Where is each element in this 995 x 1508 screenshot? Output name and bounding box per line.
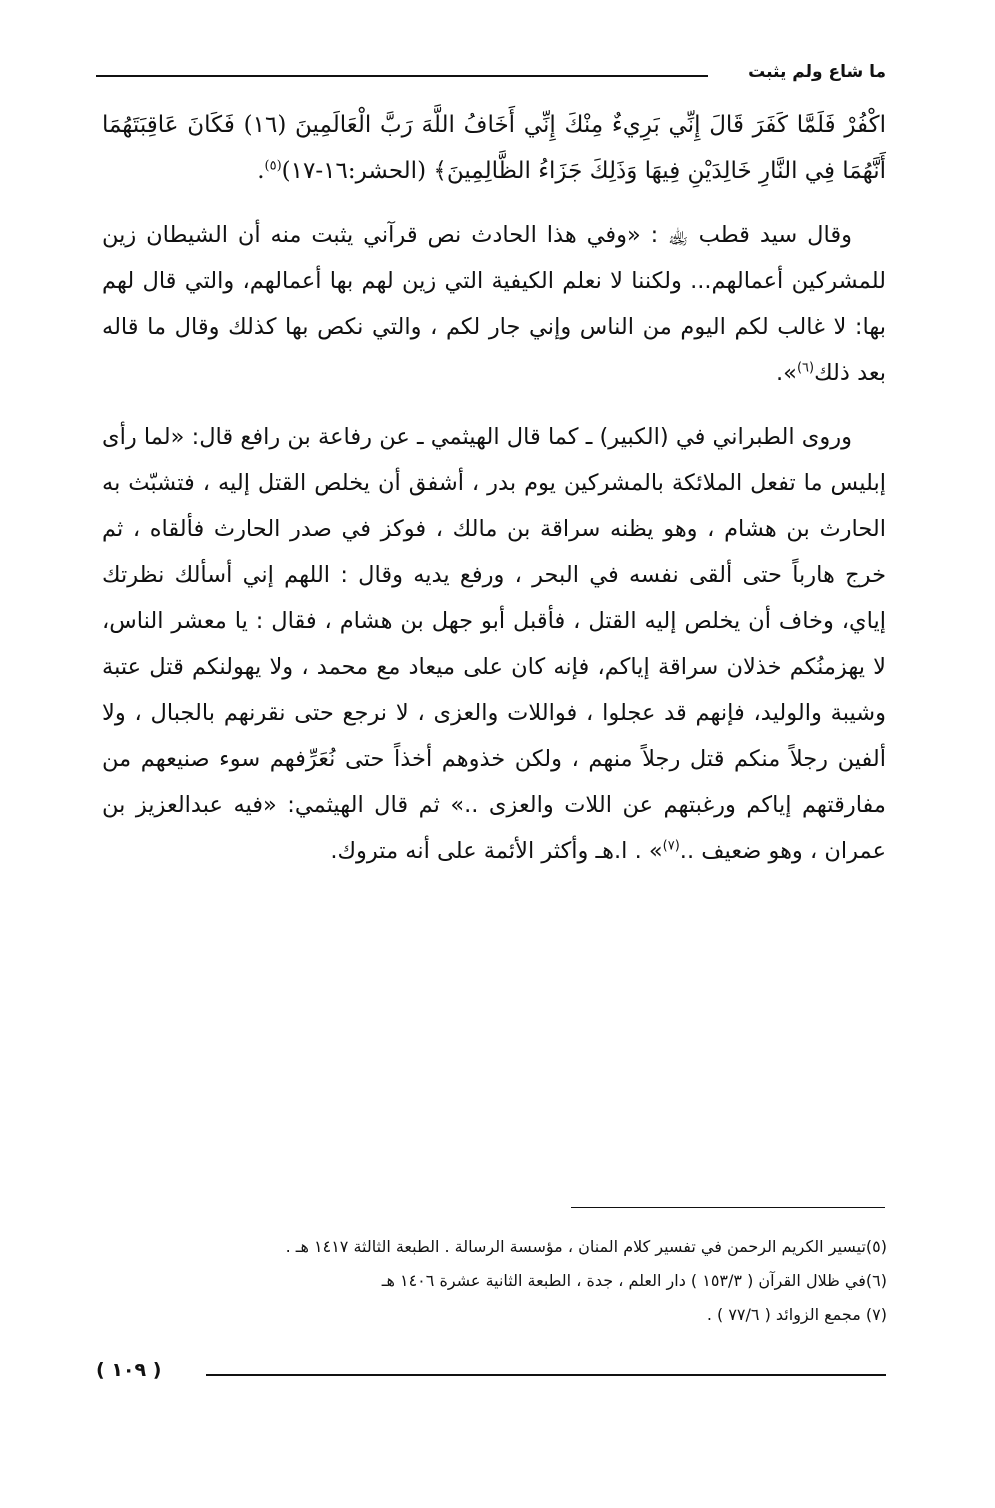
quran-line: فَكَانَ عَاقِبَتَهُمَا أَنَّهُمَا فِي النَّارِ خَالِدَيْنِ فِيهَا وَذَلِكَ جَزَاءُ الظَّالِمِينَ﴾ — [102, 112, 886, 184]
quran-verse: اكْفُرْ فَلَمَّا كَفَرَ قَالَ إِنِّي بَرِيءٌ مِنْكَ إِنِّي أَخَافُ اللَّهَ رَبَّ الْعَالَمِينَ (١٦) فَكَانَ عَاقِبَتَهُمَا أَنَّهُمَا فِي النَّارِ خَالِدَيْنِ فِيهَا وَذَلِكَ جَزَاءُ الظَّالِمِينَ﴾ (الحشر:١٦-١٧)$^{(٥)}$. — [102, 112, 887, 184]
paragraph-text: وروى الطبراني في (الكبير) ـ كما قال الهيثمي ـ عن رفاعة بن رافع قال: «لما رأى إبليس ما تفعل الملائكة بالمشركين يوم بدر ، أشفق أن يخلص القتل إليه ، فتشبّث به الحارث بن هشام ، وهو يظنه سراقة بن مالك ، فوكز في صدر الحارث فألقاه ، ثم خرج هارباً حتى ألقى نفسه في البحر ، ورفع يديه وقال : اللهم إني أسألك نظرتك إياي، وخاف أن يخلص إليه القتل ، فأقبل أبو جهل بن هشام ، فقال : يا معشر الناس، لا يهزمنُكم خذلان سراقة إياكم، فإنه كان على ميعاد مع محمد ، ولا يهولنكم قتل عتبة وشيبة والوليد، فإنهم قد عجلوا ، فواللات والعزى ، لا نرجع حتى نقرنهم بالجبال ، ولا ألفين رجلاً منكم قتل رجلاً منهم ، ولكن خذوهم أخذاً حتى نُعَرِّفهم سوء صنيعهم من مفارقتهم إياكم ورغبتهم عن اللات والعزى ..» ثم قال الهيثمي: «فيه عبدالعزيز بن عمران ، وهو ضعيف .. — [102, 424, 886, 864]
footnote-6: (٦)في ظلال القرآن ( ١٥٣/٣ ) دار العلم ، جدة ، الطبعة الثانية عشرة ١٤٠٦ هـ — [381, 1271, 887, 1290]
page-footer — [96, 1356, 886, 1386]
paragraph-text-end: » . ا.هـ وأكثر الأئمة على أنه متروك. — [330, 838, 663, 864]
footnotes — [107, 1230, 887, 1332]
running-title: ما شاع ولم يثبت — [748, 62, 886, 82]
main-text — [102, 102, 886, 892]
quran-line: اكْفُرْ فَلَمَّا كَفَرَ قَالَ إِنِّي بَرِيءٌ مِنْكَ إِنِّي أَخَافُ اللَّهَ رَبَّ الْعَالَمِينَ (١٦) — [243, 112, 887, 138]
page-number: ( ١٠٩ ) — [96, 1359, 162, 1381]
quran-reference: (الحشر:١٦-١٧) — [281, 158, 427, 184]
page-header — [96, 56, 886, 92]
footnote-rule — [571, 1207, 885, 1208]
footnote-7: (٧) مجمع الزوائد ( ٧٧/٦ ) . — [706, 1305, 887, 1324]
footer-rule — [206, 1374, 886, 1376]
paragraph-text: وقال سيد قطب ﵀ : «وفي هذا الحادث نص قرآني يثبت منه أن الشيطان زين للمشركين أعمالهم... ولكننا لا نعلم الكيفية التي زين لهم بها أعمالهم، والتي قال لهم بها: لا غالب لكم اليوم من الناس وإني جار لكم ، والتي نكص بها كذلك وقال ما قاله بعد ذلك — [102, 222, 886, 386]
footnote-marker: (٥) — [264, 158, 282, 174]
header-rule — [96, 75, 708, 77]
paragraph-text-end: ». — [776, 360, 797, 386]
footnote-marker: (٧) — [662, 838, 680, 854]
footnote-5: (٥)تيسير الكريم الرحمن في تفسير كلام المنان ، مؤسسة الرسالة . الطبعة الثالثة ١٤١٧ هـ . — [285, 1237, 887, 1256]
paragraph-tabarani — [102, 414, 886, 874]
paragraph-sayyid-qutb — [102, 212, 886, 396]
footnote-marker: (٦) — [796, 360, 815, 376]
